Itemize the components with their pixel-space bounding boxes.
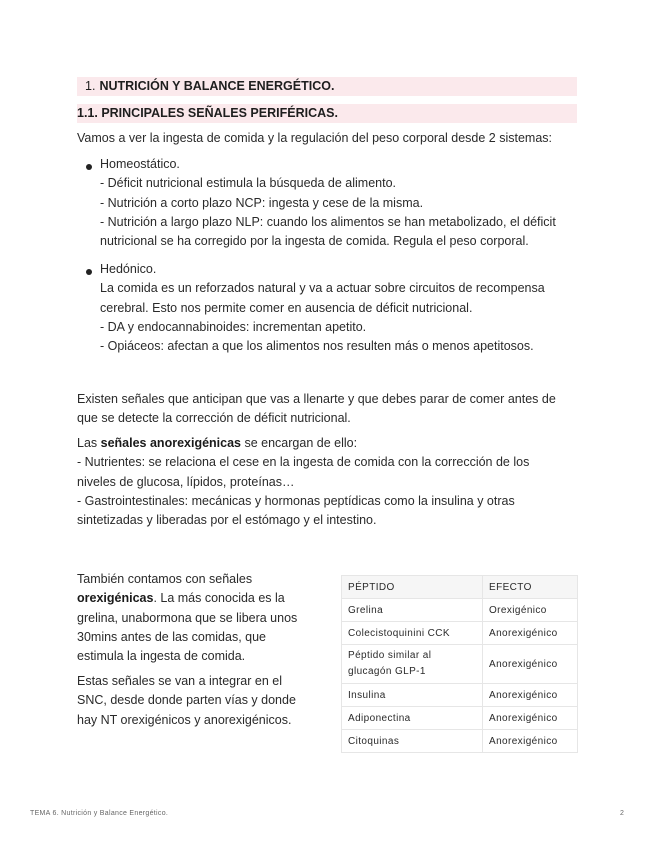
integration-paragraph	[77, 672, 317, 730]
bullet-item-hedonico	[100, 260, 578, 356]
bullet-line: - DA y endocannabinoides: incrementan apetito.	[100, 319, 367, 334]
cell-efecto: Anorexigénico	[483, 622, 578, 645]
intro-paragraph: Vamos a ver la ingesta de comida y la regulación del peso corporal desde 2 sistemas:	[77, 131, 553, 145]
paragraph-line: Existen señales que anticipan que vas a llenarte y que debes parar de comer antes de	[77, 392, 556, 406]
paragraph-line	[77, 434, 577, 453]
cell-peptido: Citoquinas	[342, 730, 483, 753]
footer-title: TEMA 6. Nutrición y Balance Energético.	[30, 810, 169, 817]
paragraph-line: niveles de glucosa, lípidos, proteínas…	[77, 474, 295, 489]
text-suffix: se encargan de ello:	[241, 436, 358, 450]
bold-term: señales anorexigénicas	[100, 436, 241, 450]
paragraph-line: SNC, desde donde parten vías y donde	[77, 693, 296, 708]
bullet-line: nutricional se ha corregido por la ingesta de comida. Regula el peso corporal.	[100, 234, 529, 249]
heading-title: NUTRICIÓN Y BALANCE ENERGÉTICO.	[99, 79, 335, 93]
bullet-line: Hedónico.	[100, 262, 157, 276]
paragraph-line: Estas señales se van a integrar en el	[77, 674, 282, 688]
table-row	[342, 707, 578, 730]
table-row	[342, 684, 578, 707]
bullet-line: - Nutrición a corto plazo NCP: ingesta y cese de la misma.	[100, 195, 424, 210]
bullet-dot	[86, 269, 92, 275]
paragraph-line: También contamos con señales	[77, 572, 253, 586]
cell-peptido	[342, 645, 483, 684]
cell-efecto: Anorexigénico	[483, 645, 578, 684]
cell-peptido: Adiponectina	[342, 707, 483, 730]
heading-number: 1.	[85, 79, 96, 93]
table-row	[342, 622, 578, 645]
cell-efecto: Anorexigénico	[483, 730, 578, 753]
paragraph-line: - Gastrointestinales: mecánicas y hormonas peptídicas como la insulina y otras	[77, 493, 515, 508]
bullet-item-homeostatico	[100, 155, 578, 251]
cell-efecto: Anorexigénico	[483, 707, 578, 730]
peptide-table	[341, 575, 578, 753]
table-row	[342, 599, 578, 622]
column-header-peptido: PÉPTIDO	[342, 576, 483, 599]
section-heading	[77, 77, 577, 96]
bullet-dot	[86, 164, 92, 170]
table-row	[342, 730, 578, 753]
subsection-heading: 1.1. PRINCIPALES SEÑALES PERIFÉRICAS.	[77, 104, 577, 123]
table-header-row	[342, 576, 578, 599]
bullet-line: cerebral. Esto nos permite comer en ausencia de déficit nutricional.	[100, 300, 473, 315]
column-header-efecto: EFECTO	[483, 576, 578, 599]
bullet-line: La comida es un reforzados natural y va a actuar sobre circuitos de recompensa	[100, 281, 545, 296]
cell-peptido: Insulina	[342, 684, 483, 707]
bullet-line: - Nutrición a largo plazo NLP: cuando los alimentos se han metabolizado, el déficit	[100, 214, 556, 229]
paragraph-line: - Nutrientes: se relaciona el cese en la ingesta de comida con la corrección de los	[77, 455, 530, 470]
paragraph-line: que se detecte la corrección de déficit nutricional.	[77, 411, 351, 426]
paragraph-line: sintetizadas y liberadas por el estómago y el intestino.	[77, 513, 377, 528]
bold-term: orexigénicas	[77, 591, 154, 606]
table-row	[342, 645, 578, 684]
cell-line: Péptido similar al	[348, 650, 432, 661]
cell-efecto: Orexigénico	[483, 599, 578, 622]
cell-peptido: Colecistoquinini CCK	[342, 622, 483, 645]
bullet-line: - Déficit nutricional estimula la búsqueda de alimento.	[100, 176, 396, 191]
anorexigenic-paragraph	[77, 434, 577, 530]
text-prefix: Las	[77, 436, 101, 450]
paragraph-line: 30mins antes de las comidas, que	[77, 629, 266, 644]
orexigenic-paragraph	[77, 570, 317, 666]
bullet-line: Homeostático.	[100, 157, 180, 171]
cell-line: glucagón GLP-1	[348, 666, 426, 677]
anticipation-paragraph	[77, 390, 577, 429]
cell-efecto: Anorexigénico	[483, 684, 578, 707]
paragraph-line: grelina, unabormona que se libera unos	[77, 610, 298, 625]
paragraph-line	[77, 589, 317, 608]
paragraph-line: estimula la ingesta de comida.	[77, 649, 246, 664]
text-suffix: . La más conocida es la	[153, 591, 285, 606]
paragraph-line: hay NT orexigénicos y anorexigénicos.	[77, 712, 292, 727]
bullet-line: - Opiáceos: afectan a que los alimentos nos resulten más o menos apetitosos.	[100, 339, 534, 354]
page-number: 2	[620, 810, 624, 817]
cell-peptido: Grelina	[342, 599, 483, 622]
